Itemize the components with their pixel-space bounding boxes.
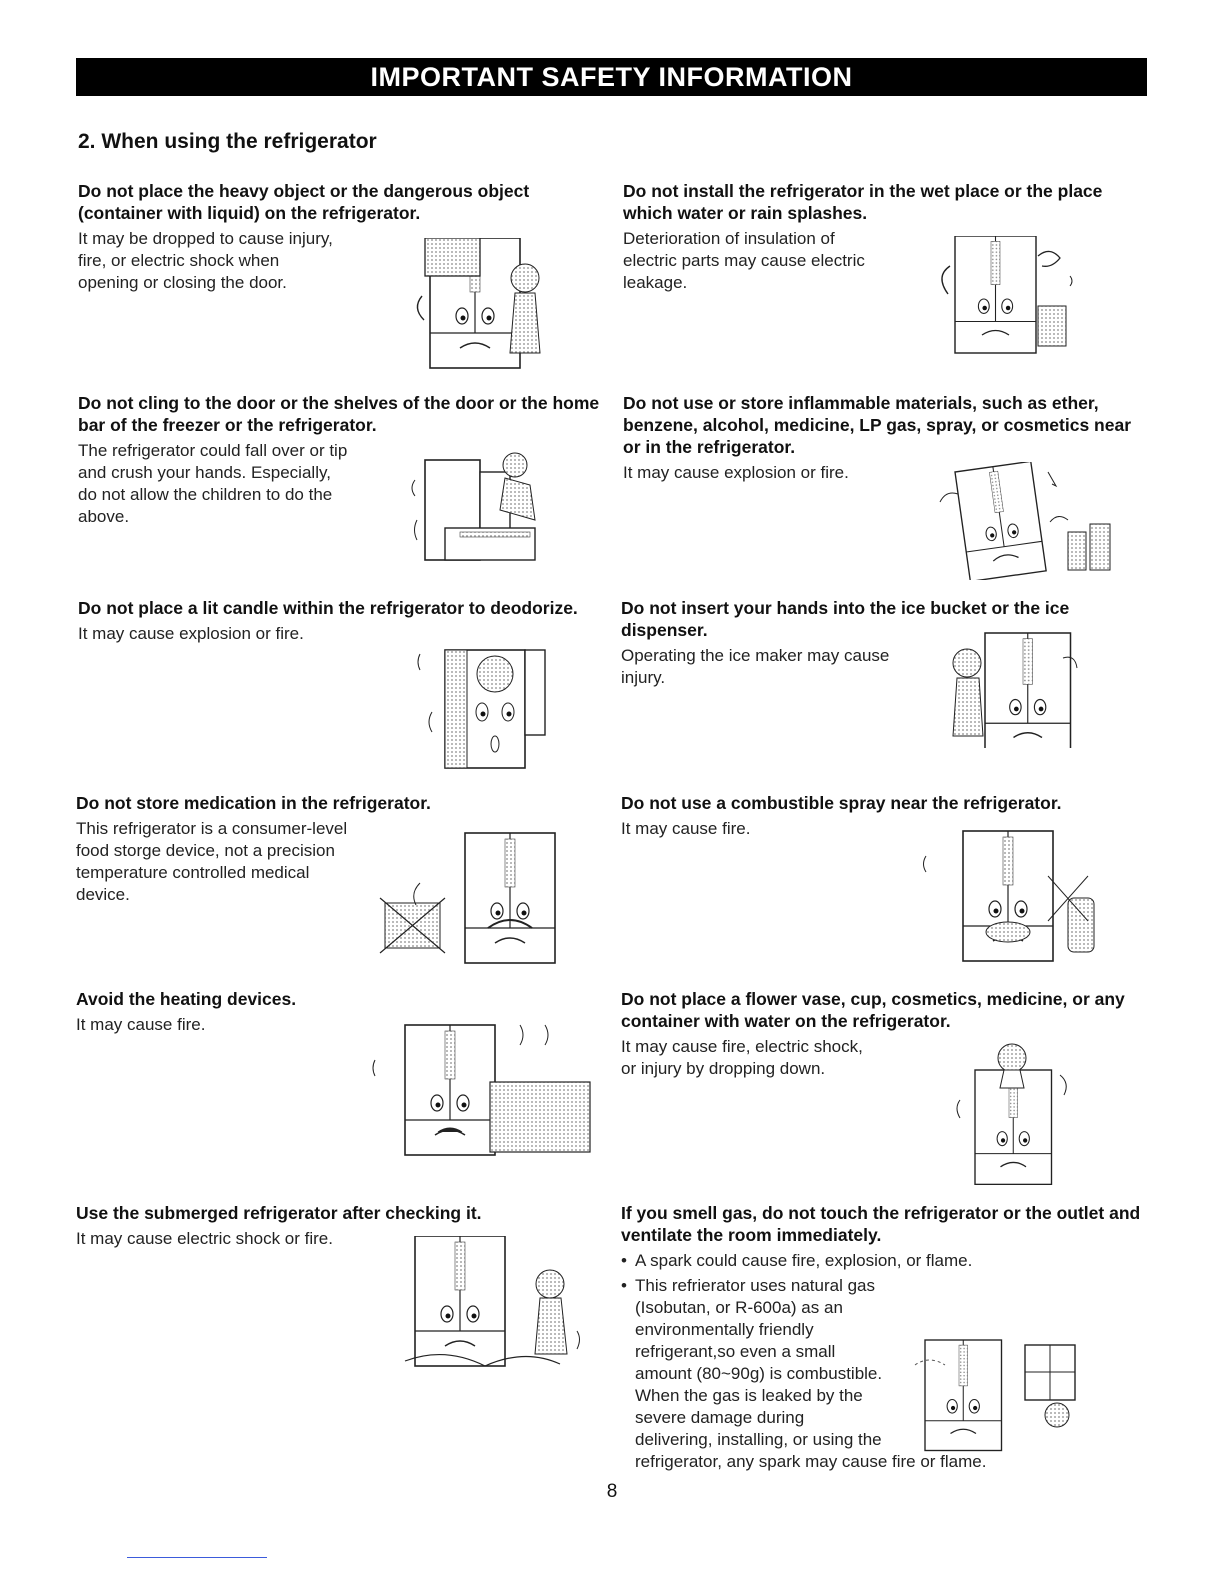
warning-heading: Do not install the refrigerator in the wet place or the place which water or rain splashes. xyxy=(623,181,1103,223)
bullet-item: • A spark could cause fire, explosion, or flame. xyxy=(621,1250,1143,1272)
heating-devices-illustration xyxy=(370,1020,595,1160)
warning-heading: Use the submerged refrigerator after checking it. xyxy=(76,1203,482,1223)
warning-body: It may be dropped to cause injury, fire, or electric shock when opening or closing the door. xyxy=(78,229,333,292)
bullet-text: This refrierator uses natural gas (Isobutan, or R-600a) as an environmentally friendly refrigerant,so even a small amount (80~90g) is combustible. When the gas is leaked by the severe damage during delivering, installing, or using the refrigerator, any spark may cause fire or flame. xyxy=(635,1276,987,1471)
flower-vase-illustration xyxy=(950,1040,1080,1185)
warning-heading: Do not place a flower vase, cup, cosmetics, medicine, or any container with water on the refrigerator. xyxy=(621,989,1125,1031)
smell-gas-illustration xyxy=(905,1335,1105,1457)
warning-body: It may cause electric shock or fire. xyxy=(76,1229,333,1248)
ice-bucket-illustration xyxy=(945,628,1085,748)
warning-heading: Avoid the heating devices. xyxy=(76,989,297,1009)
warning-body: Deterioration of insulation of electric parts may cause electric leakage. xyxy=(623,229,865,292)
warning-heading: Do not place the heavy object or the dangerous object (container with liquid) on the refrigerator. xyxy=(78,181,530,223)
inflammable-illustration xyxy=(930,462,1120,580)
warning-lit-candle xyxy=(78,597,603,645)
warning-heading: Do not use or store inflammable materials, such as ether, benzene, alcohol, medicine, LP gas, spray, or cosmetics near or in the refrigerator. xyxy=(623,393,1132,457)
warning-body: It may cause fire. xyxy=(621,819,751,838)
medication-illustration xyxy=(375,828,570,966)
combustible-spray-illustration xyxy=(918,826,1118,966)
section-title: 2. When using the refrigerator xyxy=(78,130,377,153)
warning-heading: Do not insert your hands into the ice bucket or the ice dispenser. xyxy=(621,598,1070,640)
warning-heading: Do not store medication in the refrigerator. xyxy=(76,793,431,813)
warning-heading: Do not cling to the door or the shelves of the door or the home bar of the freezer or the refrigerator. xyxy=(78,393,600,435)
warning-body: This refrigerator is a consumer-level food storge device, not a precision temperature controlled medical device. xyxy=(76,819,348,904)
warning-body: It may cause fire, electric shock, or injury by dropping down. xyxy=(621,1037,863,1078)
warning-body: It may cause fire. xyxy=(76,1015,206,1034)
lit-candle-illustration xyxy=(410,642,560,774)
warning-heading: Do not place a lit candle within the refrigerator to deodorize. xyxy=(78,598,578,618)
warning-body: It may cause explosion or fire. xyxy=(623,463,849,482)
wet-place-illustration xyxy=(920,236,1080,358)
warning-heading: Do not use a combustible spray near the refrigerator. xyxy=(621,793,1062,813)
cling-door-illustration xyxy=(405,450,565,568)
heavy-object-illustration xyxy=(410,238,550,373)
page-number: 8 xyxy=(606,1481,618,1502)
warning-body: It may cause explosion or fire. xyxy=(78,624,304,643)
warning-body: Operating the ice maker may cause injury. xyxy=(621,646,890,687)
warning-body: The refrigerator could fall over or tip and crush your hands. Especially, do not allow the children to do the above. xyxy=(78,441,348,526)
submerged-illustration xyxy=(385,1236,590,1376)
warning-heading: If you smell gas, do not touch the refrigerator or the outlet and ventilate the room immediately. xyxy=(621,1203,1141,1245)
page-banner: IMPORTANT SAFETY INFORMATION xyxy=(76,58,1147,96)
footer-rule xyxy=(127,1557,267,1558)
